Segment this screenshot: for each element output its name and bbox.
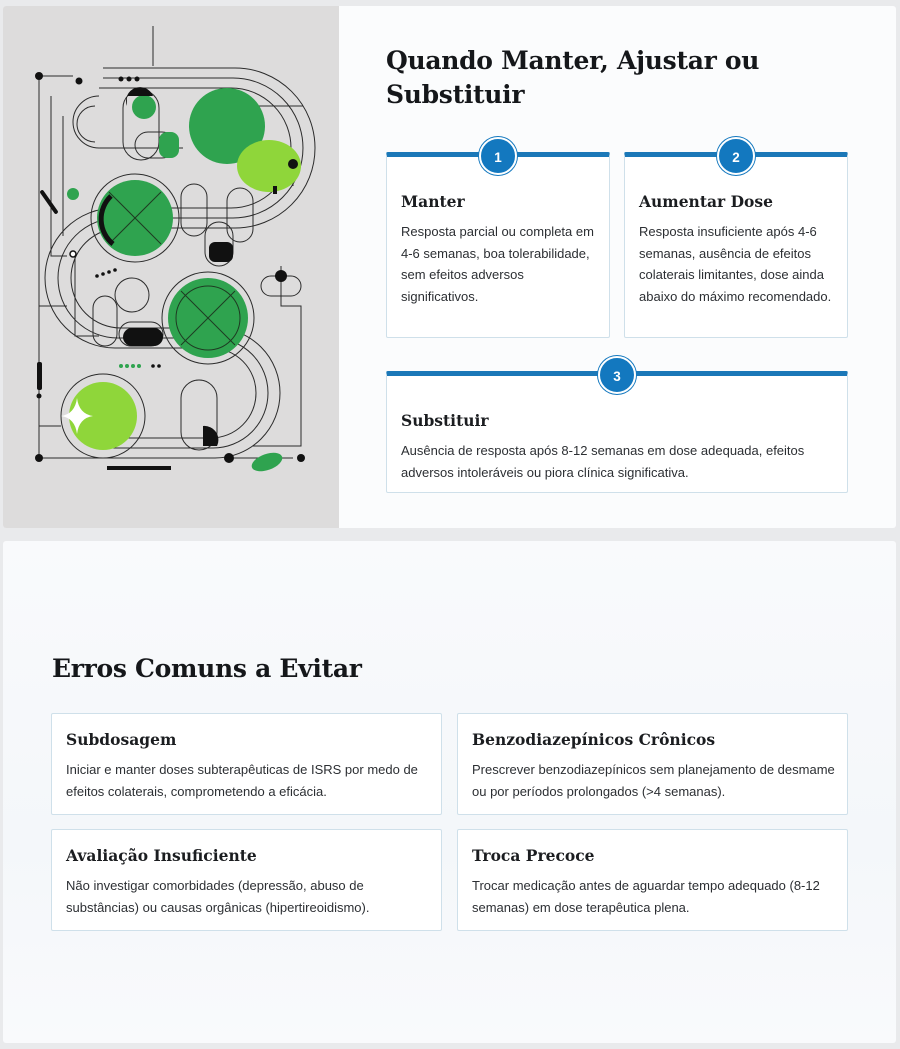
error-description: Não investigar comorbidades (depressão, abuso de substâncias) ou causas orgânicas (hipertireoidismo). (66, 878, 370, 915)
error-description: Iniciar e manter doses subterapêuticas de ISRS por medo de efeitos colaterais, comprometendo a eficácia. (66, 762, 418, 799)
error-title: Benzodiazepínicos Crônicos (472, 730, 716, 749)
page-title: Quando Manter, Ajustar ou Substituir (386, 46, 760, 109)
error-description: Trocar medicação antes de aguardar tempo adequado (8-12 semanas) em dose terapêutica plena. (472, 878, 820, 915)
error-title: Subdosagem (66, 730, 177, 749)
step-number-badge: 1 (479, 137, 517, 175)
error-description: Prescrever benzodiazepínicos sem planejamento de desmame ou por períodos prolongados (>4 semanas). (472, 762, 835, 799)
step-title: Manter (401, 192, 465, 211)
step-description: Resposta parcial ou completa em 4-6 semanas, boa tolerabilidade, sem efeitos adversos significativos. (401, 224, 594, 304)
step-description: Resposta insuficiente após 4-6 semanas, ausência de efeitos colaterais limitantes, dose ainda abaixo do máximo recomendado. (639, 224, 832, 304)
error-card-early-switch (457, 829, 848, 931)
step-number-badge: 3 (598, 356, 636, 394)
step-number-badge: 2 (717, 137, 755, 175)
slide-treatment-decisions (3, 6, 896, 528)
illustration-panel (3, 6, 339, 528)
step-title: Substituir (401, 411, 489, 430)
error-title: Troca Precoce (472, 846, 595, 865)
error-card-insufficient-evaluation (51, 829, 442, 931)
step-card-keep (386, 152, 610, 338)
error-card-underdosing (51, 713, 442, 815)
error-title: Avaliação Insuficiente (66, 846, 257, 865)
slide-common-errors (3, 541, 896, 1043)
step-description: Ausência de resposta após 8-12 semanas em dose adequada, efeitos adversos intoleráveis ou piora clínica significativa. (401, 443, 805, 480)
error-card-chronic-benzodiazepines (457, 713, 848, 815)
pills-illustration (3, 6, 339, 528)
step-card-increase-dose (624, 152, 848, 338)
section-title: Erros Comuns a Evitar (52, 654, 362, 683)
step-title: Aumentar Dose (639, 192, 773, 211)
